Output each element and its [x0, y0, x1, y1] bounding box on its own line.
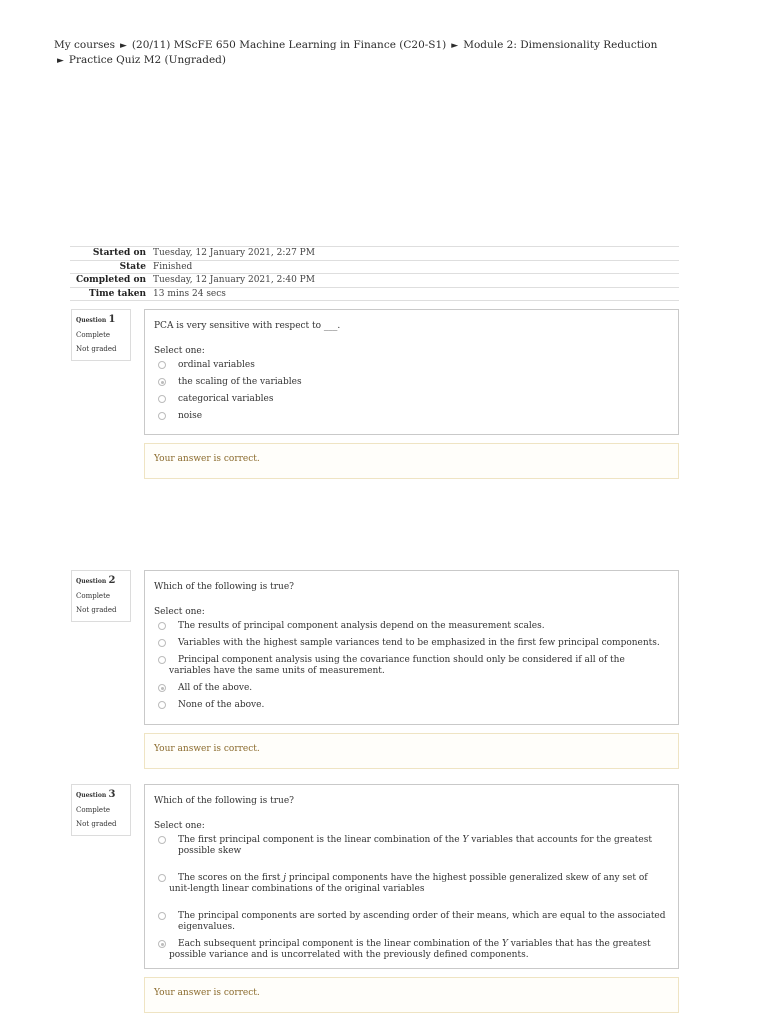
summary-label: Started on — [92, 248, 146, 258]
question-grade: Not graded — [76, 820, 117, 828]
answer-option[interactable] — [154, 683, 669, 694]
summary-row-time-taken — [70, 288, 679, 302]
attempt-summary-table — [70, 246, 679, 301]
answer-option-label: None of the above. — [178, 700, 265, 710]
answer-option[interactable] — [154, 638, 669, 649]
select-one-label: Select one: — [154, 346, 205, 356]
select-one-label: Select one: — [154, 607, 205, 617]
breadcrumb-module[interactable]: Module 2: Dimensionality Reduction — [463, 39, 658, 51]
answer-option[interactable] — [154, 411, 669, 422]
answer-option-label: Principal component analysis using the covariance function should only be considered if all of the variables have the same units of measurement. — [169, 655, 625, 676]
question-number: 1 — [108, 314, 116, 325]
breadcrumb-separator-icon: ► — [57, 56, 64, 66]
question-box-1 — [144, 309, 679, 435]
math-variable: Y — [462, 835, 469, 845]
answer-option[interactable] — [154, 621, 669, 632]
question-info-2 — [71, 570, 131, 622]
answer-option-label — [169, 939, 651, 960]
answer-option[interactable] — [154, 394, 669, 405]
breadcrumb-separator-icon: ► — [120, 41, 127, 51]
radio-button-checked-icon[interactable] — [158, 684, 166, 692]
question-box-2 — [144, 570, 679, 725]
select-one-label: Select one: — [154, 821, 205, 831]
question-label: Question — [76, 792, 107, 799]
answer-option-label — [178, 911, 666, 932]
radio-button-icon[interactable] — [158, 361, 166, 369]
answer-option-label: noise — [178, 411, 203, 421]
answer-option[interactable] — [154, 939, 669, 961]
summary-value: Tuesday, 12 January 2021, 2:27 PM — [153, 248, 315, 258]
answer-option[interactable] — [154, 360, 669, 371]
summary-row-started-on — [70, 247, 679, 261]
math-variable: Y — [501, 939, 508, 949]
question-grade: Not graded — [76, 345, 117, 353]
radio-button-icon[interactable] — [158, 656, 166, 664]
answer-option-label: The results of principal component analysis depend on the measurement scales. — [178, 621, 545, 631]
answer-option-label: the scaling of the variables — [178, 377, 302, 387]
breadcrumb-quiz[interactable]: Practice Quiz M2 (Ungraded) — [68, 54, 226, 66]
answer-option[interactable] — [154, 835, 669, 857]
question-box-3 — [144, 784, 679, 969]
option-text-segment: Each subsequent principal component is the linear combination of the — [178, 939, 502, 949]
option-text-segment: variables that accounts for the greatest possible skew — [178, 835, 652, 856]
summary-row-state — [70, 261, 679, 275]
radio-button-checked-icon[interactable] — [158, 940, 166, 948]
answer-option-label: ordinal variables — [178, 360, 255, 370]
answer-option-label — [169, 873, 648, 894]
summary-row-completed-on — [70, 274, 679, 288]
answer-option-label: Variables with the highest sample variances tend to be emphasized in the first few principal components. — [178, 638, 660, 648]
radio-button-icon[interactable] — [158, 622, 166, 630]
question-info-1 — [71, 309, 131, 361]
summary-label: State — [119, 261, 146, 272]
option-text-segment: The scores on the first — [178, 873, 284, 883]
answer-option[interactable] — [154, 655, 669, 677]
answer-option[interactable] — [154, 873, 669, 895]
question-text: Which of the following is true? — [154, 796, 294, 806]
radio-button-icon[interactable] — [158, 874, 166, 882]
question-status: Complete — [76, 592, 111, 600]
breadcrumb — [54, 38, 734, 68]
question-grade: Not graded — [76, 606, 117, 614]
answer-option-label: categorical variables — [178, 394, 274, 404]
summary-value: 13 mins 24 secs — [153, 288, 226, 299]
question-text: Which of the following is true? — [154, 582, 294, 592]
breadcrumb-course[interactable]: (20/11) MScFE 650 Machine Learning in Finance (C20-S1) — [131, 39, 447, 51]
radio-button-icon[interactable] — [158, 836, 166, 844]
question-label: Question — [76, 317, 107, 324]
question-status: Complete — [76, 806, 111, 814]
answer-option[interactable] — [154, 700, 669, 711]
answer-option[interactable] — [154, 377, 669, 388]
breadcrumb-my-courses[interactable]: My courses — [54, 39, 115, 51]
answer-option-label: All of the above. — [178, 683, 253, 693]
question-info-3 — [71, 784, 131, 836]
feedback-box-2 — [144, 733, 679, 769]
feedback-text: Your answer is correct. — [154, 988, 260, 998]
option-text-segment: variables that has the greatest possible variance and is uncorrelated with the previously defined components. — [169, 939, 651, 960]
feedback-box-3 — [144, 977, 679, 1013]
summary-value: Tuesday, 12 January 2021, 2:40 PM — [153, 275, 315, 286]
radio-button-icon[interactable] — [158, 395, 166, 403]
question-number: 2 — [108, 575, 116, 586]
feedback-text: Your answer is correct. — [154, 744, 260, 754]
option-text-segment: The principal components are sorted by ascending order of their means, which are equal to the associated eigenvalues. — [178, 911, 666, 932]
question-number: 3 — [108, 789, 116, 800]
summary-label: Completed on — [76, 275, 146, 286]
summary-label: Time taken — [89, 288, 146, 299]
question-status: Complete — [76, 331, 111, 339]
radio-button-icon[interactable] — [158, 412, 166, 420]
option-text-segment: principal components have the highest possible generalized skew of any set of unit-length linear combinations of the original variables — [169, 873, 648, 894]
math-variable: j — [283, 873, 287, 883]
radio-button-icon[interactable] — [158, 639, 166, 647]
breadcrumb-separator-icon: ► — [451, 41, 459, 51]
radio-button-checked-icon[interactable] — [158, 378, 166, 386]
summary-value: Finished — [153, 261, 193, 272]
radio-button-icon[interactable] — [158, 701, 166, 709]
radio-button-icon[interactable] — [158, 912, 166, 920]
feedback-text: Your answer is correct. — [154, 454, 260, 464]
question-text: PCA is very sensitive with respect to ___. — [154, 321, 341, 331]
feedback-box-1 — [144, 443, 679, 479]
question-label: Question — [76, 578, 107, 585]
option-text-segment: The first principal component is the linear combination of the — [178, 835, 463, 845]
answer-option-label — [178, 835, 652, 856]
answer-option[interactable] — [154, 911, 669, 933]
